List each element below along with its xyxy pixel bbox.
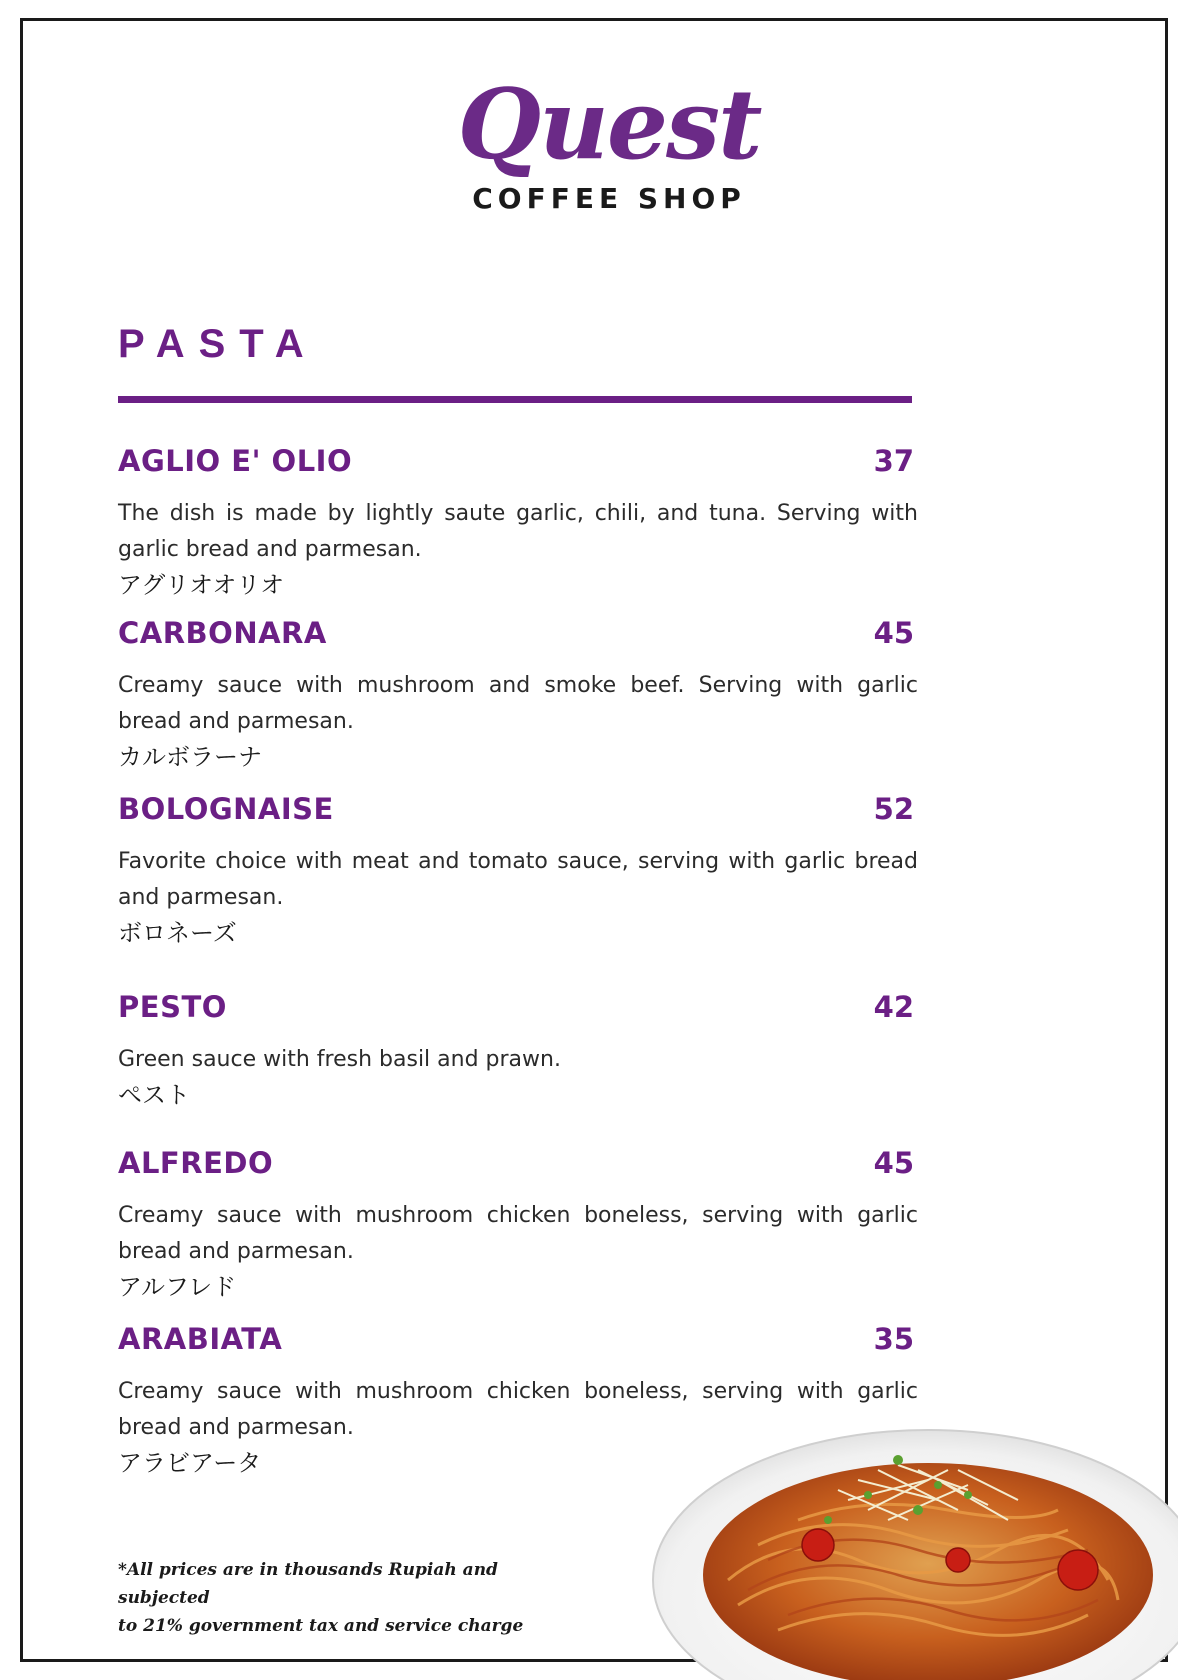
menu-item-name: BOLOGNAISE [118,792,334,826]
section-divider [118,396,912,403]
menu-item-price: 37 [873,444,914,478]
menu-item-japanese-name: ボロネーズ [118,919,237,947]
menu-item-description: The dish is made by lightly saute garlic, chili, and tuna. Serving with garlic bread and parmesan. [118,501,918,562]
price-note [118,1556,578,1640]
price-note-line: to 21% government tax and service charge [118,1616,524,1636]
menu-item-price: 52 [873,792,914,826]
menu-item-description: Creamy sauce with mushroom chicken boneless, serving with garlic bread and parmesan. [118,1203,918,1264]
menu-item-carbonara [118,616,924,774]
menu-item-name: ALFREDO [118,1146,274,1180]
brand-name: Quest [457,68,761,181]
menu-item-name: CARBONARA [118,616,327,650]
menu-item-bolognaise [118,792,924,950]
menu-item-description: Favorite choice with meat and tomato sauce, serving with garlic bread and parmesan. [118,849,918,910]
menu-item-name: AGLIO E' OLIO [118,444,353,478]
menu-item-price: 45 [873,616,914,650]
spaghetti-plate-image [638,1410,1178,1680]
menu-item-description: Creamy sauce with mushroom and smoke beef. Serving with garlic bread and parmesan. [118,673,918,734]
menu-item-japanese-name: ペスト [118,1081,190,1109]
menu-item-price: 45 [873,1146,914,1180]
menu-item-alfredo [118,1146,924,1304]
menu-item-japanese-name: アラビアータ [118,1449,262,1477]
menu-item-price: 42 [873,990,914,1024]
menu-item-price: 35 [873,1322,914,1356]
menu-item-japanese-name: カルボラーナ [118,743,262,771]
menu-item-japanese-name: アグリオオリオ [118,571,285,599]
menu-item-aglio-olio [118,444,924,602]
brand-subtitle: COFFEE SHOP [472,182,746,215]
menu-item-japanese-name: アルフレド [118,1273,237,1301]
menu-item-name: ARABIATA [118,1322,283,1356]
section-title: PASTA [118,322,318,366]
menu-item-description: Green sauce with fresh basil and prawn. [118,1047,561,1072]
menu-item-name: PESTO [118,990,227,1024]
brand-logo [0,70,1188,215]
menu-item-description: Creamy sauce with mushroom chicken boneless, serving with garlic bread and parmesan. [118,1379,918,1440]
price-note-line: *All prices are in thousands Rupiah and subjected [118,1560,498,1608]
menu-item-pesto [118,990,924,1112]
